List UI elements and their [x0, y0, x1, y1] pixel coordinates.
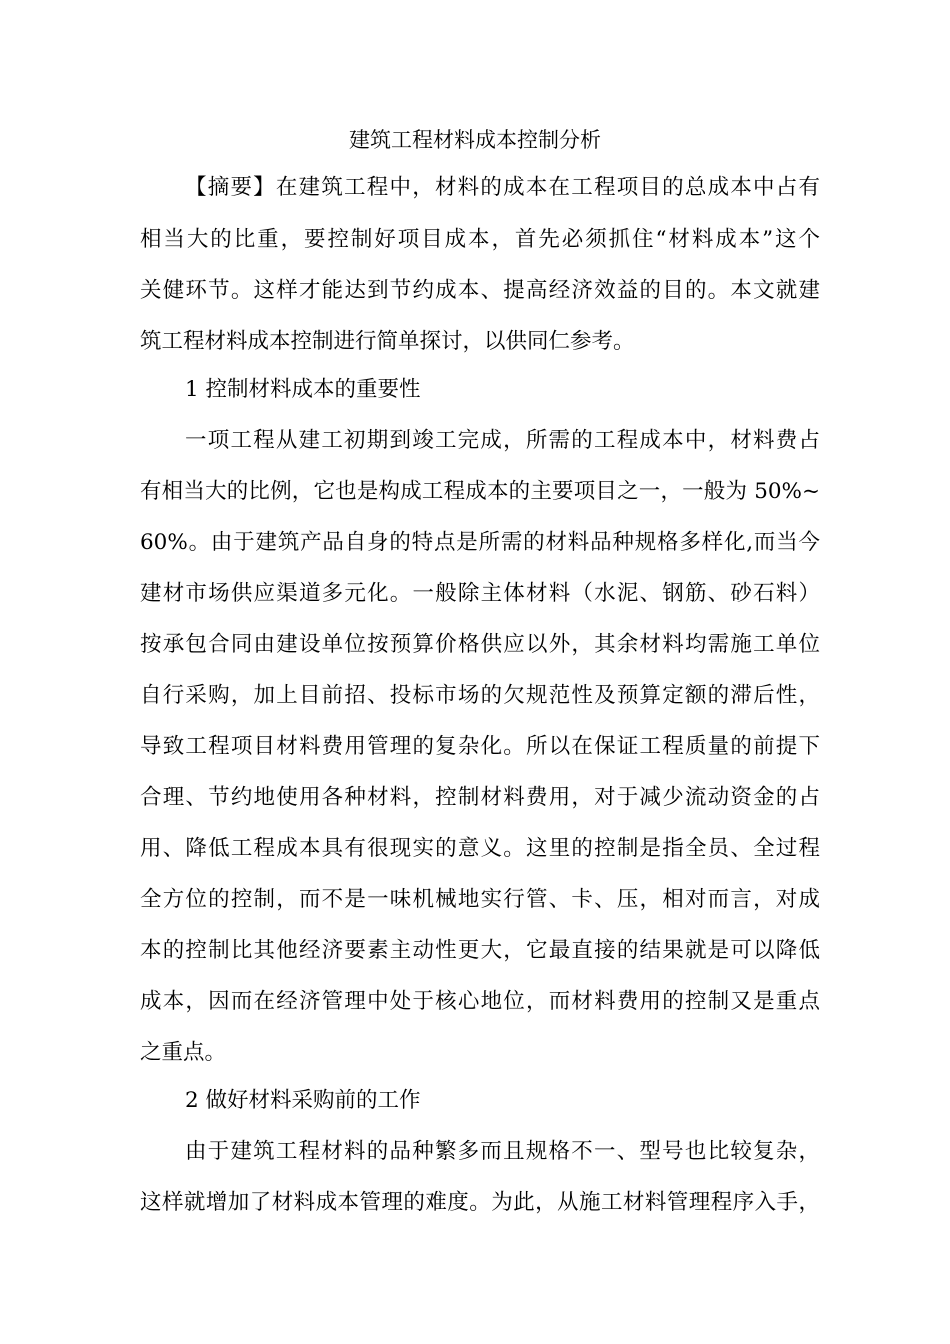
abstract-line: 筑工程材料成本控制进行简单探讨，以供同仁参考。	[140, 329, 635, 354]
section1-line: 按承包合同由建设单位按预算价格供应以外，其余材料均需施工单位	[140, 632, 820, 657]
document-title: 建筑工程材料成本控制分析	[349, 128, 601, 152]
section1-line: 自行采购，加上目前招、投标市场的欠规范性及预算定额的滞后性，	[140, 683, 820, 708]
section2-line: 由于建筑工程材料的品种繁多而且规格不一、型号也比较复杂，	[185, 1139, 820, 1164]
section-heading-1: 1 控制材料成本的重要性	[185, 377, 421, 402]
section2-line: 这样就增加了材料成本管理的难度。为此，从施工材料管理程序入手，	[140, 1190, 820, 1215]
section1-line: 60%。由于建筑产品自身的特点是所需的材料品种规格多样化,而当今	[140, 530, 820, 555]
section1-line: 有相当大的比例，它也是构成工程成本的主要项目之一，一般为 50%~	[140, 479, 820, 504]
abstract-line: 相当大的比重，要控制好项目成本，首先必须抓住“材料成本”这个	[140, 227, 820, 252]
section1-line: 建材市场供应渠道多元化。一般除主体材料（水泥、钢筋、砂石料）	[140, 581, 820, 606]
section1-line: 全方位的控制，而不是一味机械地实行管、卡、压，相对而言，对成	[140, 887, 820, 912]
abstract-line: 关健环节。这样才能达到节约成本、提高经济效益的目的。本文就建	[140, 278, 820, 303]
section1-line: 合理、节约地使用各种材料，控制材料费用，对于减少流动资金的占	[140, 785, 820, 810]
section1-line: 导致工程项目材料费用管理的复杂化。所以在保证工程质量的前提下	[140, 734, 820, 759]
section1-line: 一项工程从建工初期到竣工完成，所需的工程成本中，材料费占	[185, 428, 820, 453]
section1-line: 成本，因而在经济管理中处于核心地位，而材料费用的控制又是重点	[140, 989, 820, 1014]
section1-line: 本的控制比其他经济要素主动性更大，它最直接的结果就是可以降低	[140, 938, 820, 963]
section1-line: 用、降低工程成本具有很现实的意义。这里的控制是指全员、全过程	[140, 836, 820, 861]
abstract-line: 【摘要】在建筑工程中，材料的成本在工程项目的总成本中占有	[185, 175, 820, 200]
section1-line: 之重点。	[140, 1040, 227, 1065]
section-heading-2: 2 做好材料采购前的工作	[185, 1088, 421, 1113]
